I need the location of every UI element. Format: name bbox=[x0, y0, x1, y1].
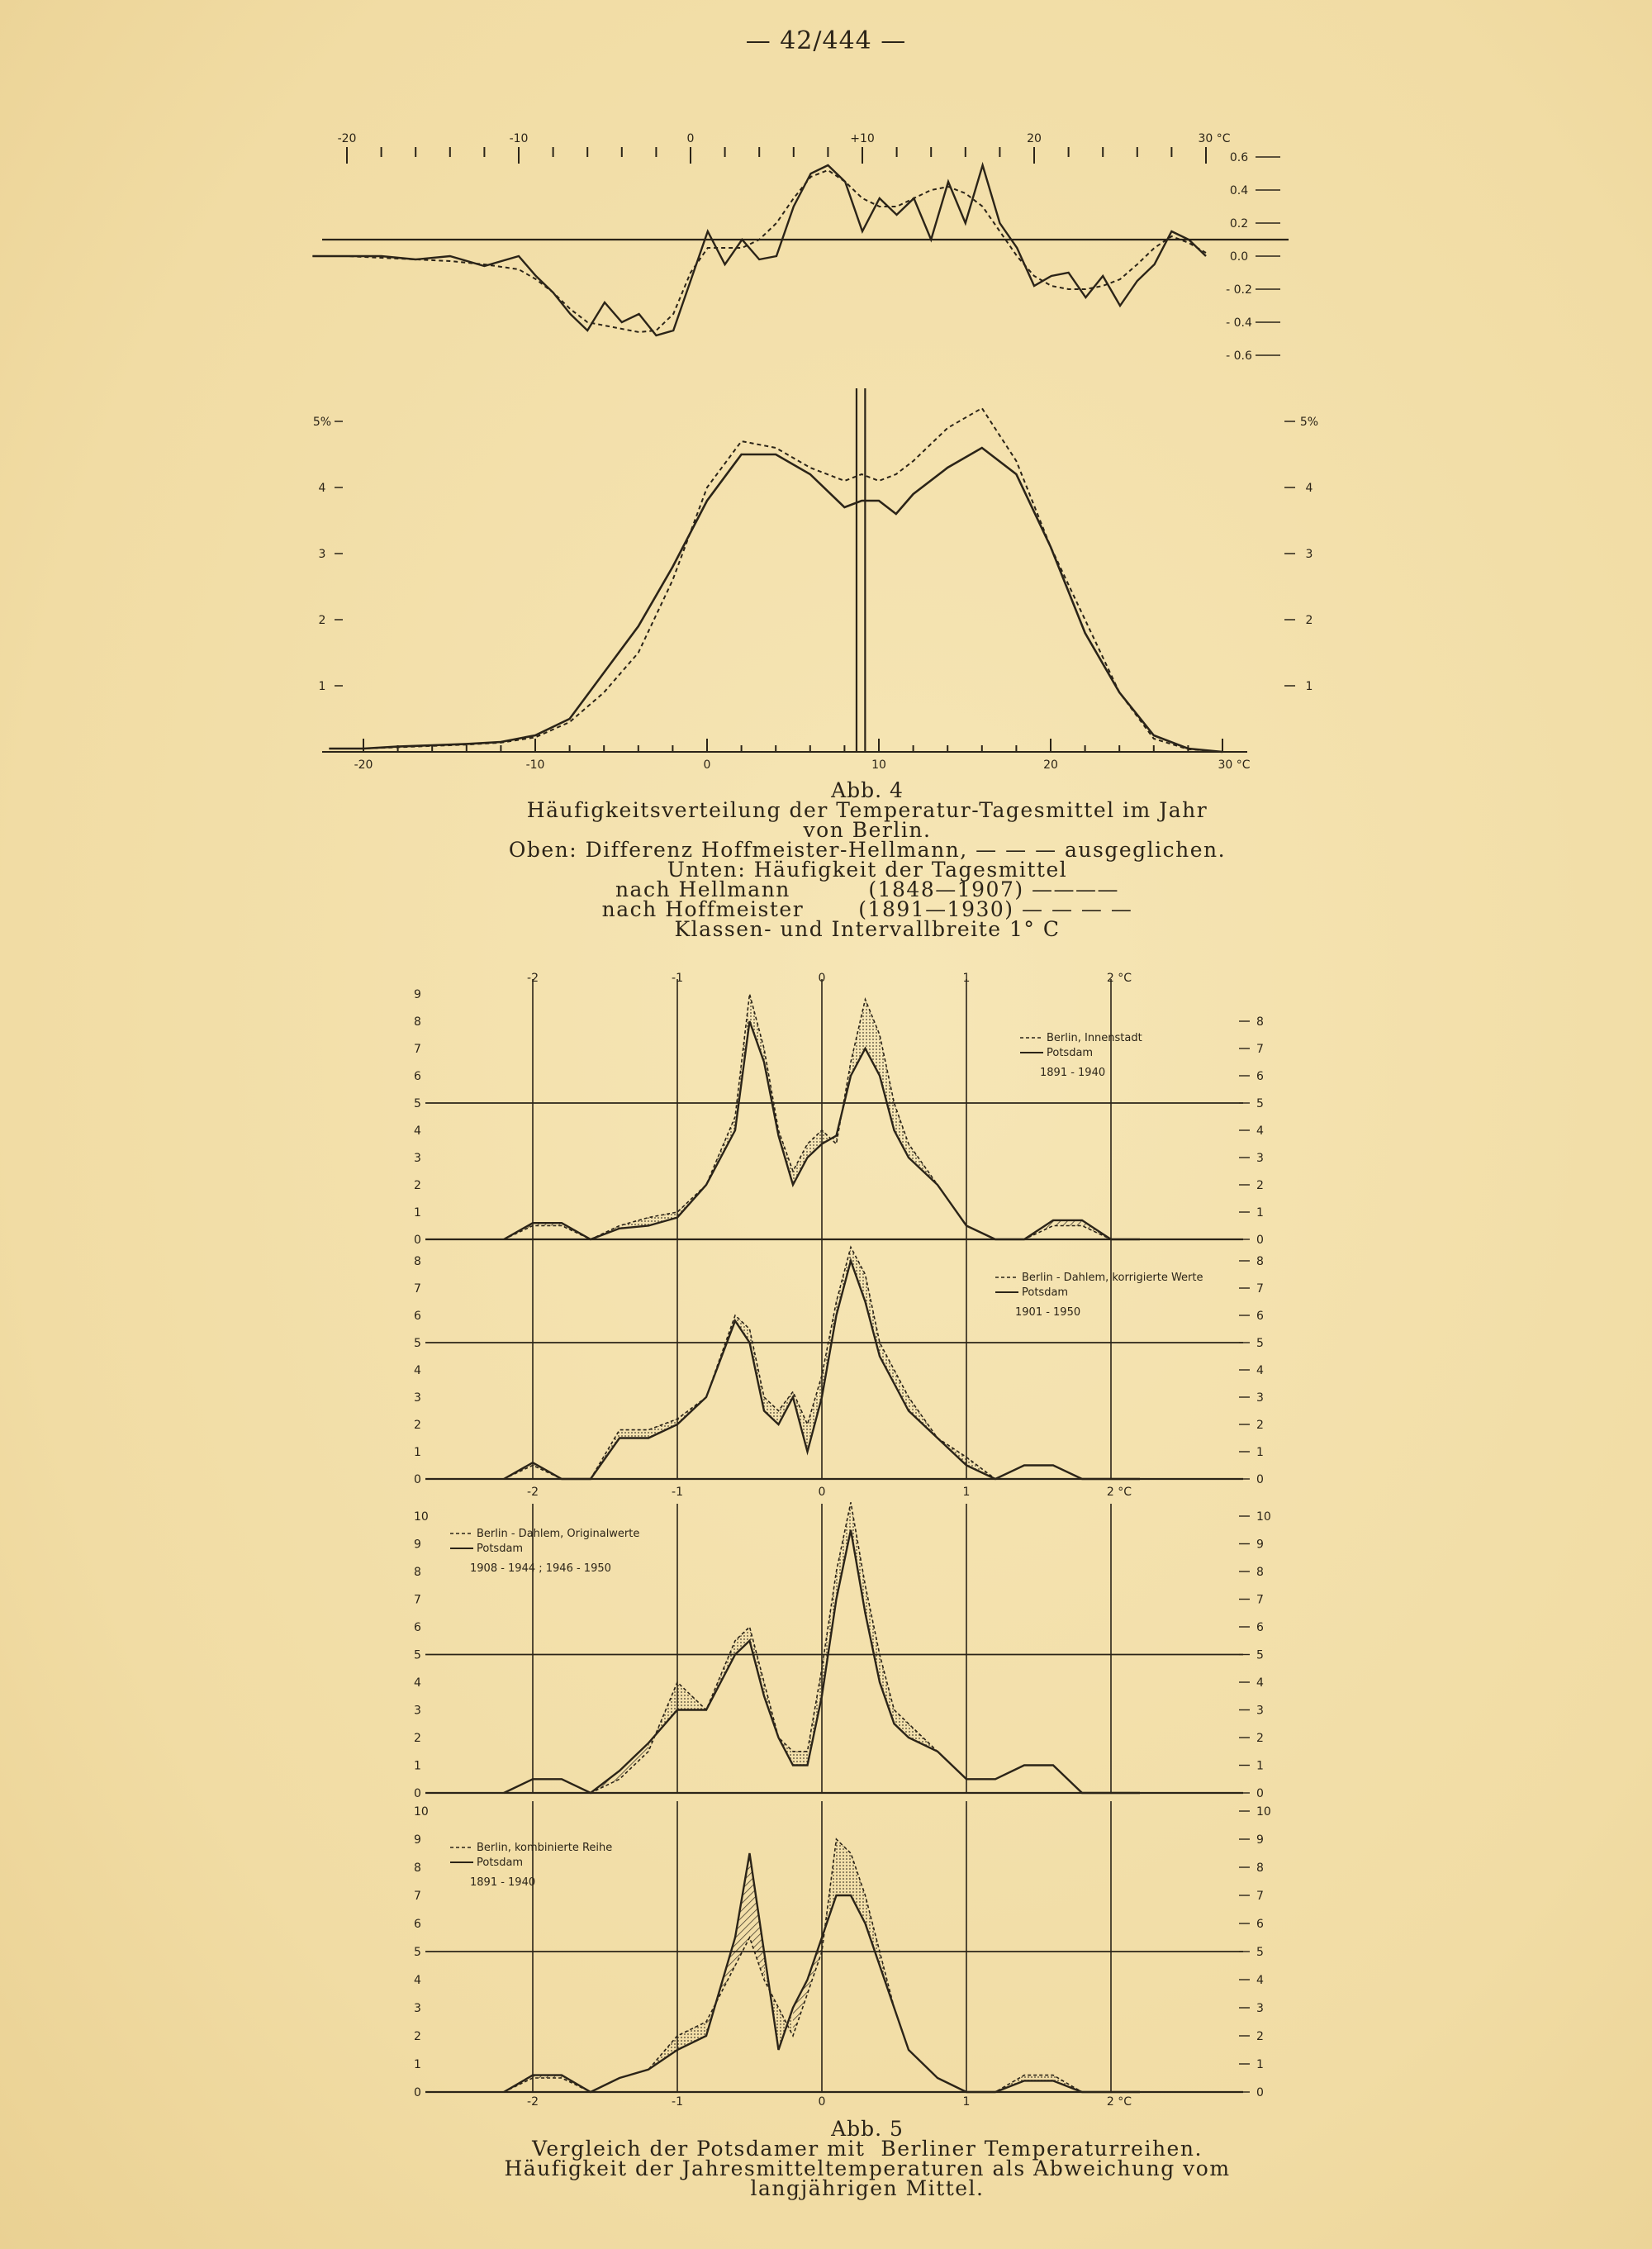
y-tick-label-left: 6 bbox=[414, 1070, 421, 1083]
y-tick-label-left: 0 bbox=[414, 1473, 421, 1486]
legend-label: 1891 - 1940 bbox=[1040, 1067, 1106, 1079]
y-tick-label-left: 1 bbox=[414, 1446, 421, 1459]
difference-shading bbox=[837, 1839, 852, 1895]
y-tick-label-left: 3 bbox=[414, 1152, 421, 1165]
series-line-solid bbox=[329, 448, 1222, 752]
y-tick-label-left: 6 bbox=[414, 1310, 421, 1323]
y-tick-label-left: 2 bbox=[318, 614, 326, 627]
y-tick-label-left: 1 bbox=[318, 680, 326, 693]
y-tick-label-left: 4 bbox=[414, 1124, 421, 1138]
y-tick-label-left: 2 bbox=[414, 1419, 421, 1432]
fig4-caption-line: von Berlin. bbox=[803, 818, 932, 842]
y-tick-label-right: 6 bbox=[1256, 1070, 1264, 1083]
y-tick-label-right: 4 bbox=[1305, 482, 1313, 495]
y-tick-label-left: 9 bbox=[414, 1538, 421, 1552]
y-tick-label-right: 7 bbox=[1256, 1890, 1264, 1903]
y-tick-label-right: 4 bbox=[1256, 1124, 1264, 1138]
legend-label: 1901 - 1950 bbox=[1015, 1306, 1081, 1319]
x-tick-label: -2 bbox=[527, 2095, 539, 2109]
y-tick-label-right: 5 bbox=[1256, 1648, 1264, 1662]
difference-shading bbox=[677, 2022, 706, 2050]
y-tick-label-left: 5 bbox=[414, 1097, 421, 1110]
legend-label: Potsdam bbox=[477, 1857, 524, 1869]
y-tick-label-right: 1 bbox=[1256, 1759, 1264, 1773]
x-tick-label: -1 bbox=[672, 1486, 683, 1499]
y-tick-label-left: 7 bbox=[414, 1593, 421, 1607]
y-tick-label-left: 3 bbox=[318, 548, 326, 561]
x-tick-label: -2 bbox=[527, 972, 539, 985]
fig4-caption-line: Unten: Häufigkeit der Tagesmittel bbox=[667, 858, 1068, 882]
x-tick-label: 2 °C bbox=[1106, 1486, 1132, 1499]
y-tick-label-right: 4 bbox=[1256, 1974, 1264, 1987]
y-tick-label-left: 7 bbox=[414, 1043, 421, 1056]
legend-label: Berlin, kombinierte Reihe bbox=[477, 1842, 613, 1854]
x-tick-label: -2 bbox=[527, 1486, 539, 1499]
x-tick-label: 1 bbox=[962, 972, 971, 985]
legend-label: 1908 - 1944 ; 1946 - 1950 bbox=[470, 1562, 611, 1575]
fig4-caption-line: Oben: Differenz Hoffmeister-Hellmann, — — — ausgeglichen. bbox=[508, 838, 1227, 862]
y-tick-label-right: 2 bbox=[1305, 614, 1313, 627]
x-tick-label: 0 bbox=[686, 132, 695, 145]
y-tick-label-right: 5 bbox=[1256, 1097, 1264, 1110]
y-tick-label-left: 7 bbox=[414, 1282, 421, 1296]
x-tick-label: -10 bbox=[509, 132, 529, 145]
y-tick-label-right: 8 bbox=[1256, 1861, 1264, 1875]
y-tick-label-right: 9 bbox=[1256, 1833, 1264, 1847]
fig4-caption-line: nach Hoffmeister (1891—1930) — — — — bbox=[601, 897, 1133, 921]
y-tick-label-right: 3 bbox=[1256, 1704, 1264, 1718]
y-tick-label-left: 4 bbox=[414, 1974, 421, 1987]
difference-shading bbox=[764, 1397, 779, 1424]
y-tick-label-left: 4 bbox=[414, 1364, 421, 1377]
x-tick-label: 2 °C bbox=[1106, 2095, 1132, 2109]
y-tick-label: 0.2 bbox=[1229, 217, 1249, 231]
y-tick-label-right: 5 bbox=[1256, 1946, 1264, 1959]
y-tick-label-left: 5 bbox=[414, 1337, 421, 1350]
x-tick-label: -1 bbox=[672, 2095, 683, 2109]
fig5-caption bbox=[372, 2119, 1363, 2199]
y-tick-label-right: 0 bbox=[1256, 1787, 1264, 1800]
x-tick-label: 1 bbox=[962, 1486, 971, 1499]
x-tick-label: -1 bbox=[672, 972, 683, 985]
legend-label: Potsdam bbox=[1047, 1047, 1094, 1059]
y-tick-label-right: 1 bbox=[1256, 1446, 1264, 1459]
series-line-dashed bbox=[329, 408, 1222, 752]
difference-shading bbox=[735, 1627, 750, 1655]
fig4-caption-title: Abb. 4 bbox=[831, 778, 904, 802]
x-tick-label: 2 °C bbox=[1106, 972, 1132, 985]
x-tick-label: 0 bbox=[703, 758, 711, 772]
fig5-caption-line: langjährigen Mittel. bbox=[750, 2176, 985, 2200]
y-tick-label-right: 0 bbox=[1256, 1234, 1264, 1247]
x-tick-label: 1 bbox=[962, 2095, 971, 2109]
y-tick-label-right: 6 bbox=[1256, 1621, 1264, 1634]
y-tick-label-right: 9 bbox=[1256, 1538, 1264, 1552]
y-tick-label-right: 10 bbox=[1256, 1510, 1271, 1524]
difference-shading bbox=[895, 1103, 909, 1158]
y-tick-label-right: 3 bbox=[1305, 548, 1313, 561]
y-tick-label-right: 4 bbox=[1256, 1364, 1264, 1377]
y-tick-label-left: 6 bbox=[414, 1918, 421, 1931]
y-tick-label-left: 7 bbox=[414, 1890, 421, 1903]
y-tick-label-left: 8 bbox=[414, 1566, 421, 1579]
legend-label: 1891 - 1940 bbox=[470, 1876, 536, 1889]
y-tick-label-left: 9 bbox=[414, 988, 421, 1001]
y-tick-label-left: 9 bbox=[414, 1833, 421, 1847]
y-tick-label-right: 4 bbox=[1256, 1676, 1264, 1690]
y-tick-label-left: 10 bbox=[414, 1510, 429, 1524]
y-tick-label-right: 6 bbox=[1256, 1918, 1264, 1931]
y-tick-label-right: 3 bbox=[1256, 1152, 1264, 1165]
legend-label: Potsdam bbox=[1022, 1286, 1069, 1299]
y-tick-label-right: 2 bbox=[1256, 1732, 1264, 1745]
x-tick-label: 0 bbox=[818, 2095, 826, 2109]
legend-label: Berlin, Innenstadt bbox=[1047, 1032, 1142, 1044]
y-tick-label-left: 2 bbox=[414, 2030, 421, 2043]
page-number: — 42/444 — bbox=[745, 26, 907, 55]
fig5-panel-dahlem-korrigiert bbox=[409, 1239, 1268, 1499]
fig4-frequency-chart bbox=[306, 388, 1338, 777]
x-tick-label: 10 bbox=[871, 758, 886, 772]
y-tick-label-right: 0 bbox=[1256, 2086, 1264, 2099]
y-tick-label-left: 8 bbox=[414, 1015, 421, 1029]
y-tick-label-left: 1 bbox=[414, 1759, 421, 1773]
y-tick-label-right: 5 bbox=[1256, 1337, 1264, 1350]
difference-shading bbox=[866, 1275, 881, 1357]
y-tick-label-left: 5 bbox=[414, 1648, 421, 1662]
y-tick-label-left: 2 bbox=[414, 1179, 421, 1192]
y-tick-label-right: 2 bbox=[1256, 1179, 1264, 1192]
y-tick-label-left: 0 bbox=[414, 1234, 421, 1247]
difference-shading bbox=[909, 1397, 938, 1438]
y-tick-label-right: 7 bbox=[1256, 1593, 1264, 1607]
y-tick-label-right: 1 bbox=[1256, 2058, 1264, 2071]
fig5-caption-title: Abb. 5 bbox=[831, 2117, 904, 2141]
y-tick-label-right: 6 bbox=[1256, 1310, 1264, 1323]
series-line-dashed bbox=[312, 170, 1206, 332]
fig5-panel-dahlem-original bbox=[409, 1495, 1271, 1801]
difference-shading bbox=[895, 1710, 909, 1738]
legend-label: Berlin - Dahlem, korrigierte Werte bbox=[1022, 1272, 1203, 1284]
y-tick-label-left: 10 bbox=[414, 1805, 429, 1819]
y-tick-label-right: 8 bbox=[1256, 1566, 1264, 1579]
fig5-caption-line: Vergleich der Potsdamer mit Berliner Temperaturreihen. bbox=[532, 2137, 1203, 2161]
difference-shading bbox=[909, 1144, 938, 1186]
y-tick-label: 0.4 bbox=[1229, 184, 1249, 197]
y-tick-label-right: 0 bbox=[1256, 1473, 1264, 1486]
fig4-caption-line: Häufigkeitsverteilung der Temperatur-Tagesmittel im Jahr bbox=[526, 798, 1208, 822]
series-line-solid bbox=[312, 165, 1206, 335]
legend-label: Berlin - Dahlem, Originalwerte bbox=[477, 1528, 640, 1540]
legend-label: Potsdam bbox=[477, 1543, 524, 1555]
y-tick-label-right: 1 bbox=[1305, 680, 1313, 693]
y-tick-label-right: 5% bbox=[1299, 416, 1319, 429]
y-tick-label-left: 8 bbox=[414, 1255, 421, 1268]
y-tick-label-right: 2 bbox=[1256, 2030, 1264, 2043]
fig5-caption-line: Häufigkeit der Jahresmitteltemperaturen als Abweichung vom bbox=[504, 2156, 1231, 2180]
y-tick-label-right: 8 bbox=[1256, 1015, 1264, 1029]
x-tick-label: +10 bbox=[850, 132, 875, 145]
difference-shading bbox=[808, 1130, 823, 1158]
y-tick-label-right: 10 bbox=[1256, 1805, 1271, 1819]
y-tick-label-left: 0 bbox=[414, 2086, 421, 2099]
y-tick-label-left: 4 bbox=[414, 1676, 421, 1690]
difference-shading bbox=[793, 1752, 808, 1766]
x-tick-label: 30 °C bbox=[1218, 758, 1251, 772]
y-tick-label-right: 7 bbox=[1256, 1043, 1264, 1056]
y-tick-label: - 0.4 bbox=[1226, 316, 1252, 330]
y-tick-label-left: 5% bbox=[312, 416, 332, 429]
difference-shading bbox=[866, 1000, 881, 1076]
y-tick-label-left: 3 bbox=[414, 1704, 421, 1718]
y-tick-label-left: 1 bbox=[414, 1206, 421, 1220]
y-tick-label-right: 3 bbox=[1256, 1391, 1264, 1405]
x-tick-label: 20 bbox=[1027, 132, 1042, 145]
difference-shading bbox=[620, 1430, 648, 1438]
difference-shading bbox=[793, 1980, 808, 2036]
y-tick-label-left: 2 bbox=[414, 1732, 421, 1745]
y-tick-label-right: 2 bbox=[1256, 1419, 1264, 1432]
y-tick-label: 0.0 bbox=[1229, 250, 1249, 264]
y-tick-label: - 0.6 bbox=[1226, 349, 1252, 363]
x-tick-label: -20 bbox=[337, 132, 357, 145]
fig5-panel-kombiniert bbox=[409, 1801, 1271, 2109]
fig4-caption-line: nach Hellmann (1848—1907) ———— bbox=[615, 877, 1120, 901]
y-tick-label-left: 3 bbox=[414, 2002, 421, 2015]
x-tick-label: 0 bbox=[818, 1486, 826, 1499]
x-tick-label: 30 °C bbox=[1198, 132, 1231, 145]
x-tick-label: -20 bbox=[354, 758, 373, 772]
y-tick-label-right: 1 bbox=[1256, 1206, 1264, 1220]
x-tick-label: -10 bbox=[525, 758, 545, 772]
y-tick-label-left: 8 bbox=[414, 1861, 421, 1875]
fig4-caption-line: Klassen- und Intervallbreite 1° C bbox=[674, 917, 1061, 941]
y-tick-label-right: 8 bbox=[1256, 1255, 1264, 1268]
y-tick-label-left: 3 bbox=[414, 1391, 421, 1405]
x-tick-label: 0 bbox=[818, 972, 826, 985]
y-tick-label-left: 5 bbox=[414, 1946, 421, 1959]
y-tick-label-left: 6 bbox=[414, 1621, 421, 1634]
fig4-caption bbox=[372, 778, 1363, 941]
fig5-panel-innenstadt bbox=[409, 972, 1268, 1247]
x-tick-label: 20 bbox=[1043, 758, 1058, 772]
fig4-difference-chart bbox=[314, 124, 1305, 363]
y-tick-label: - 0.2 bbox=[1226, 283, 1252, 297]
y-tick-label: 0.6 bbox=[1229, 151, 1249, 164]
y-tick-label-left: 1 bbox=[414, 2058, 421, 2071]
y-tick-label-left: 4 bbox=[318, 482, 326, 495]
y-tick-label-right: 3 bbox=[1256, 2002, 1264, 2015]
y-tick-label-right: 7 bbox=[1256, 1282, 1264, 1296]
y-tick-label-left: 0 bbox=[414, 1787, 421, 1800]
